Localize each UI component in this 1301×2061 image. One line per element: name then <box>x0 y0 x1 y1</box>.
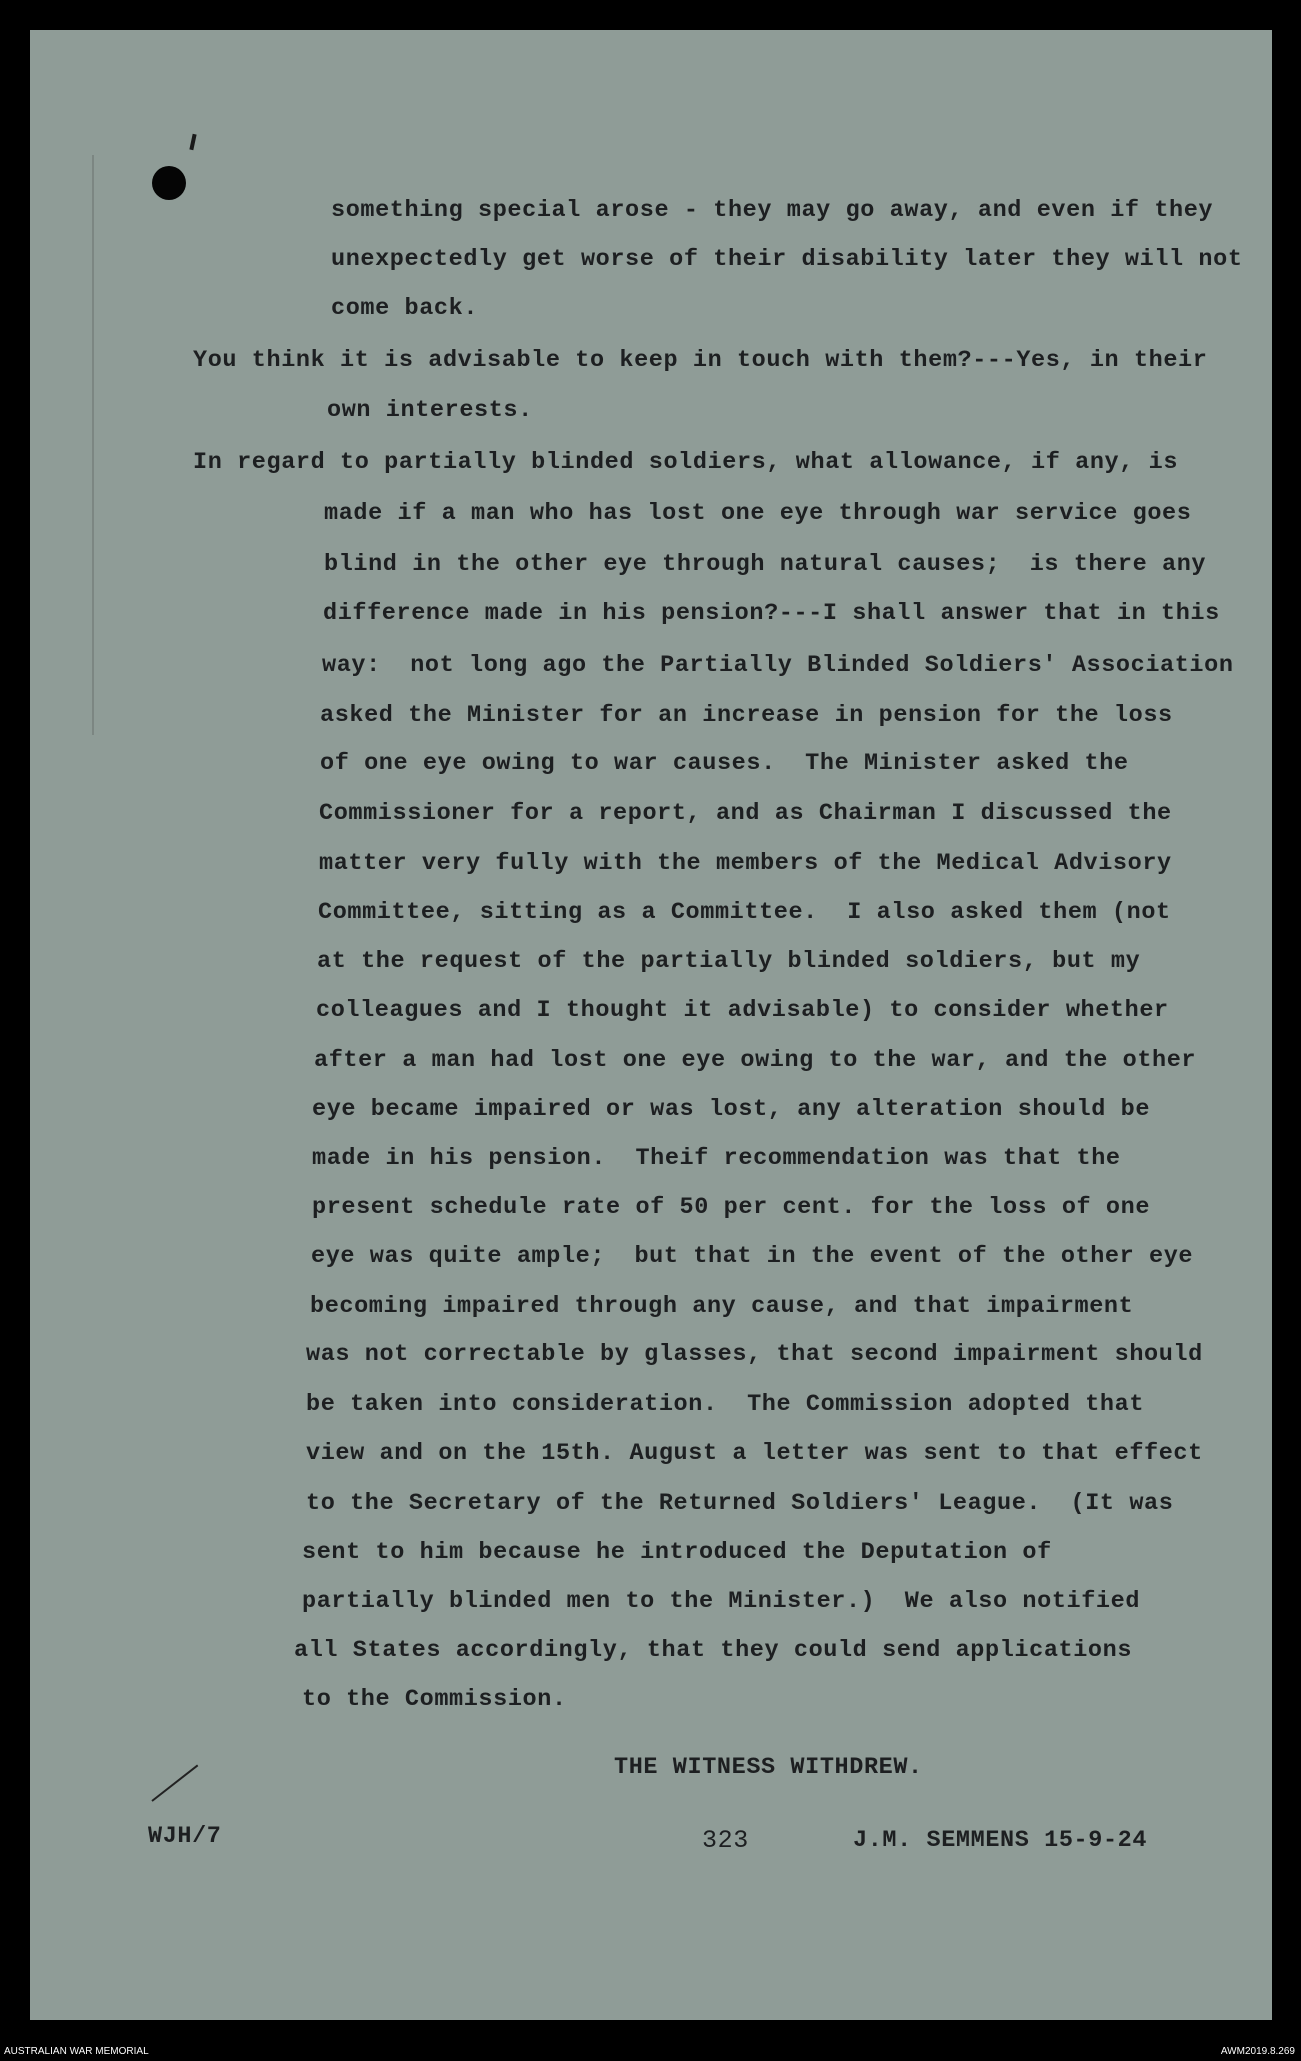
question-line: In regard to partially blinded soldiers, what allowance, if any, is <box>193 449 1179 476</box>
text-line: becoming impaired through any cause, and that impairment <box>310 1293 1134 1320</box>
text-line: was not correctable by glasses, that second impairment should <box>306 1341 1203 1368</box>
text-line: Committee, sitting as a Committee. I also asked them (not <box>318 899 1171 926</box>
text-line: after a man had lost one eye owing to the war, and the other <box>314 1047 1197 1074</box>
text-line: made in his pension. Theif recommendation was that the <box>312 1145 1121 1172</box>
question-line: You think it is advisable to keep in touch with them?---Yes, in their <box>193 347 1208 374</box>
text-line: way: not long ago the Partially Blinded Soldiers' Association <box>322 652 1234 679</box>
text-line: view and on the 15th. August a letter was sent to that effect <box>306 1440 1203 1467</box>
text-line: partially blinded men to the Minister.) We also notified <box>302 1588 1141 1615</box>
text-line: of one eye owing to war causes. The Minister asked the <box>320 750 1129 777</box>
text-line: sent to him because he introduced the Deputation of <box>302 1539 1052 1566</box>
archive-reference: AWM2019.8.269 <box>1220 2046 1295 2057</box>
archive-name: AUSTRALIAN WAR MEMORIAL <box>4 2046 149 2057</box>
text-line: eye became impaired or was lost, any alteration should be <box>312 1096 1151 1123</box>
footer-signature: J.M. SEMMENS 15-9-24 <box>853 1827 1148 1854</box>
text-line: at the request of the partially blinded soldiers, but my <box>317 948 1141 975</box>
text-line: difference made in his pension?---I shall answer that in this <box>323 600 1220 627</box>
text-line: Commissioner for a report, and as Chairman I discussed the <box>319 800 1172 827</box>
text-line: to the Commission. <box>302 1686 567 1713</box>
text-line: blind in the other eye through natural causes; is there any <box>324 551 1207 578</box>
text-line: something special arose - they may go away, and even if they <box>331 197 1214 224</box>
document-sheet <box>30 30 1272 2020</box>
margin-line <box>92 155 94 735</box>
text-line: asked the Minister for an increase in pension for the loss <box>320 702 1173 729</box>
text-line: colleagues and I thought it advisable) to consider whether <box>316 997 1169 1024</box>
text-line: own interests. <box>327 397 533 424</box>
closing-line: THE WITNESS WITHDREW. <box>614 1754 923 1781</box>
text-line: made if a man who has lost one eye through war service goes <box>324 500 1192 527</box>
text-line: all States accordingly, that they could send applications <box>294 1637 1133 1664</box>
page-number: 323 <box>702 1826 749 1855</box>
footer-reference: WJH/7 <box>148 1823 222 1850</box>
text-line: be taken into consideration. The Commission adopted that <box>306 1391 1145 1418</box>
text-line: unexpectedly get worse of their disability later they will not <box>331 246 1243 273</box>
text-line: come back. <box>331 295 479 322</box>
punch-hole-icon <box>152 166 186 200</box>
text-line: to the Secretary of the Returned Soldiers' League. (It was <box>306 1490 1174 1517</box>
text-line: eye was quite ample; but that in the event of the other eye <box>311 1243 1194 1270</box>
archive-footer-bar <box>0 2047 1301 2061</box>
text-line: present schedule rate of 50 per cent. for the loss of one <box>312 1194 1151 1221</box>
text-line: matter very fully with the members of the Medical Advisory <box>319 850 1172 877</box>
